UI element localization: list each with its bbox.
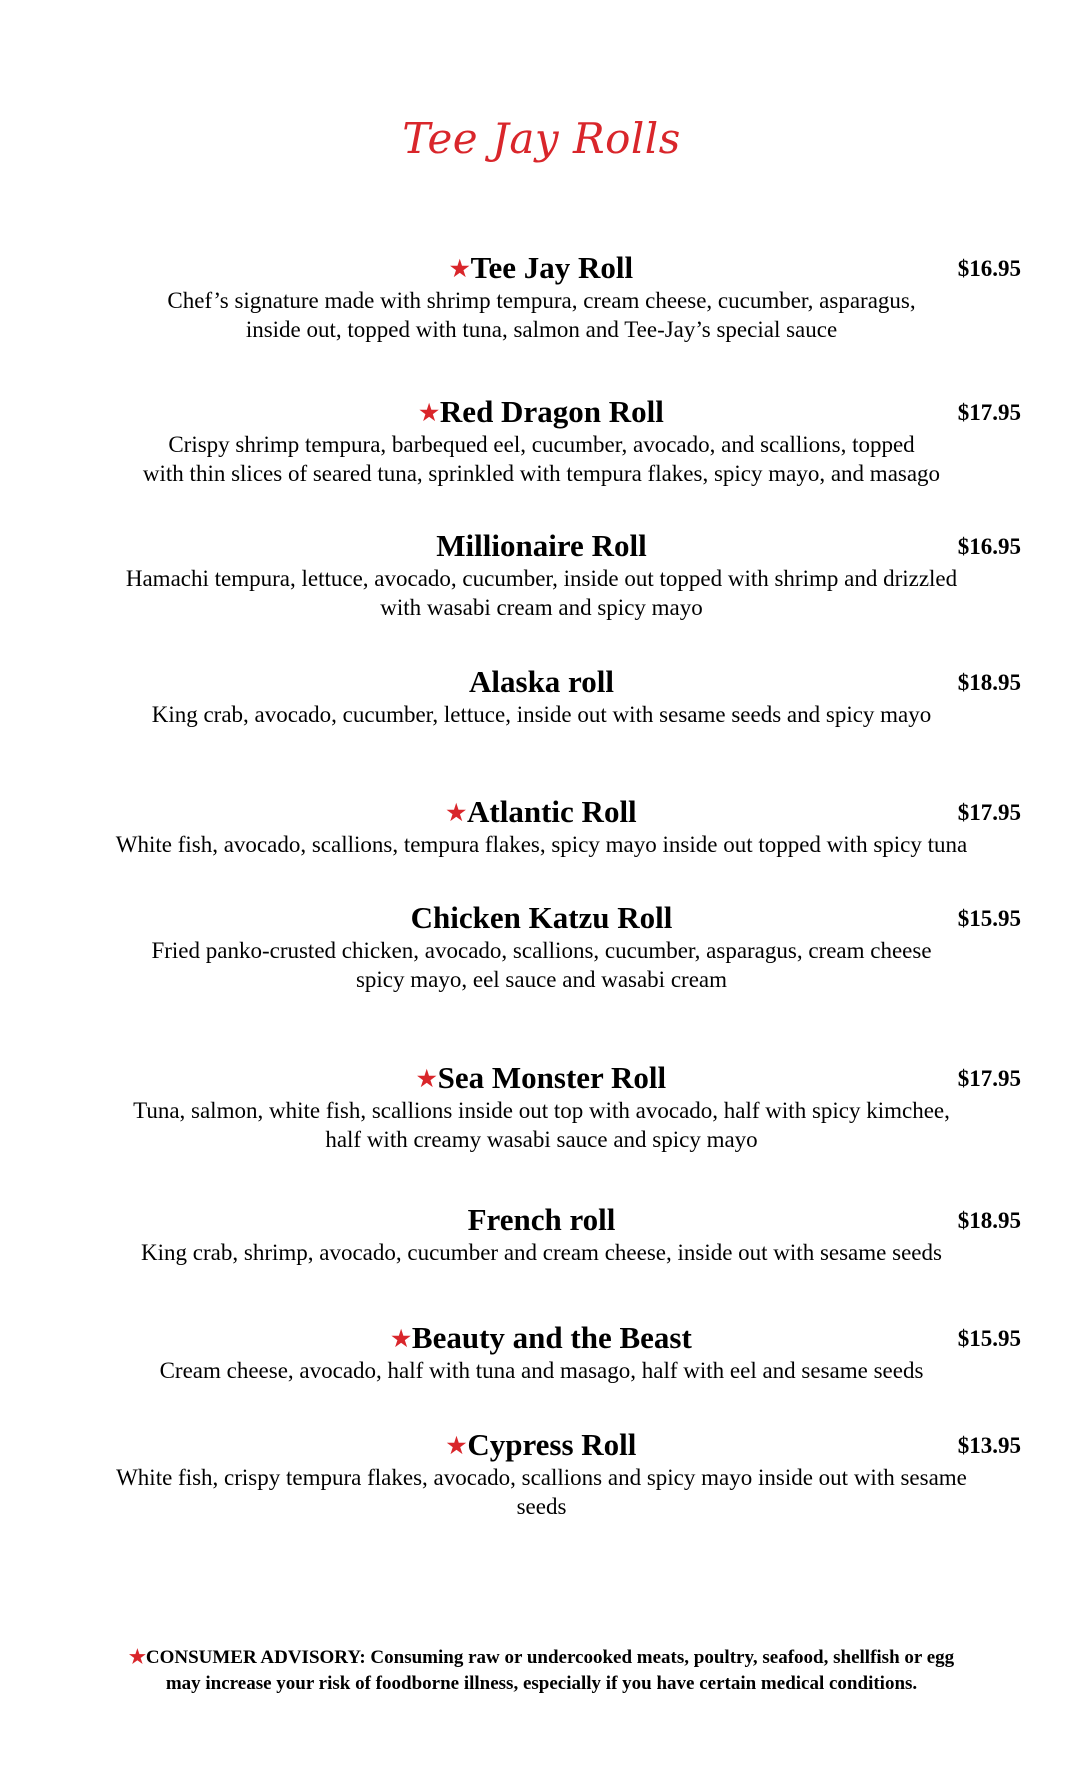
item-description-line: with wasabi cream and spicy mayo — [380, 595, 703, 620]
star-icon: ★ — [446, 800, 467, 825]
item-header — [0, 900, 1083, 936]
item-price: $13.95 — [957, 1433, 1021, 1458]
menu-item — [0, 394, 1083, 488]
item-description-line: with thin slices of seared tuna, sprinkled with tempura flakes, spicy mayo, and masago — [142, 461, 941, 486]
item-header — [0, 1427, 1083, 1463]
item-description-line: King crab, avocado, cucumber, lettuce, inside out with sesame seeds and spicy mayo — [151, 702, 932, 727]
star-icon: ★ — [391, 1326, 411, 1351]
star-icon: ★ — [446, 1433, 467, 1458]
item-description-line: Chef’s signature made with shrimp tempura, cream cheese, cucumber, asparagus, — [167, 288, 916, 313]
menu-item — [0, 528, 1083, 622]
item-header — [0, 664, 1083, 700]
item-header — [0, 250, 1083, 286]
item-header — [0, 1060, 1083, 1096]
star-icon: ★ — [449, 256, 470, 281]
menu-item — [0, 1202, 1083, 1267]
item-price: $16.95 — [957, 534, 1021, 559]
item-description-line: Fried panko-crusted chicken, avocado, scallions, cucumber, asparagus, cream cheese — [151, 938, 932, 963]
advisory-text-1: CONSUMER ADVISORY: Consuming raw or undercooked meats, poultry, seafood, shellfish or egg — [145, 1647, 955, 1668]
item-description-line: White fish, crispy tempura flakes, avocado, scallions and spicy mayo inside out with sesame — [116, 1465, 967, 1490]
item-price: $15.95 — [957, 1326, 1021, 1351]
item-name-text: Atlantic Roll — [467, 794, 637, 829]
item-name — [0, 1427, 1083, 1464]
item-name — [0, 1060, 1083, 1097]
item-price: $15.95 — [957, 906, 1021, 931]
item-name — [0, 794, 1083, 831]
item-name-text: Red Dragon Roll — [439, 394, 664, 429]
item-header — [0, 1320, 1083, 1356]
item-description-line: inside out, topped with tuna, salmon and Tee-Jay’s special sauce — [245, 317, 838, 342]
item-header — [0, 1202, 1083, 1238]
item-price: $17.95 — [957, 800, 1021, 825]
item-name — [0, 900, 1083, 936]
item-name-text: Beauty and the Beast — [411, 1320, 692, 1355]
star-icon: ★ — [128, 1647, 146, 1668]
item-price: $18.95 — [957, 670, 1021, 695]
item-name-text: Sea Monster Roll — [437, 1060, 667, 1095]
advisory-line-2: may increase your risk of foodborne illness, especially if you have certain medical conditions. — [165, 1673, 918, 1694]
star-icon: ★ — [419, 400, 439, 425]
item-description-line: Crispy shrimp tempura, barbequed eel, cucumber, avocado, and scallions, topped — [168, 432, 915, 457]
menu-item — [0, 250, 1083, 344]
item-name — [0, 1320, 1083, 1357]
item-price: $17.95 — [957, 400, 1021, 425]
item-name-text: Tee Jay Roll — [470, 250, 634, 285]
menu-item — [0, 900, 1083, 994]
item-name — [0, 528, 1083, 564]
item-description-line: Tuna, salmon, white fish, scallions inside out top with avocado, half with spicy kimchee, — [133, 1098, 950, 1123]
item-name — [0, 394, 1083, 431]
item-name-text: Millionaire Roll — [436, 528, 647, 563]
item-name — [0, 1202, 1083, 1238]
item-name-text: French roll — [467, 1202, 616, 1237]
item-name-text: Chicken Katzu Roll — [410, 900, 673, 935]
item-description-line: King crab, shrimp, avocado, cucumber and cream cheese, inside out with sesame seeds — [141, 1240, 942, 1265]
item-description-line: White fish, avocado, scallions, tempura flakes, spicy mayo inside out topped with spicy tuna — [115, 832, 968, 857]
item-description-line: half with creamy wasabi sauce and spicy mayo — [325, 1127, 758, 1152]
menu-item — [0, 1060, 1083, 1154]
consumer-advisory — [40, 1645, 1043, 1697]
item-name-text: Alaska roll — [469, 664, 614, 699]
item-header — [0, 528, 1083, 564]
star-icon: ★ — [416, 1066, 437, 1091]
item-price: $18.95 — [957, 1208, 1021, 1233]
item-description-line: Hamachi tempura, lettuce, avocado, cucumber, inside out topped with shrimp and drizzled — [125, 566, 958, 591]
item-header — [0, 394, 1083, 430]
item-description-line: Cream cheese, avocado, half with tuna and masago, half with eel and sesame seeds — [159, 1358, 924, 1383]
item-description-line: seeds — [516, 1494, 567, 1519]
item-header — [0, 794, 1083, 830]
item-price: $17.95 — [957, 1066, 1021, 1091]
item-name — [0, 250, 1083, 287]
menu-item — [0, 794, 1083, 859]
menu-item — [0, 1427, 1083, 1521]
advisory-line-1 — [40, 1645, 1043, 1671]
item-price: $16.95 — [957, 256, 1021, 281]
item-name-text: Cypress Roll — [467, 1427, 637, 1462]
menu-title: Tee Jay Rolls — [402, 114, 681, 163]
item-name — [0, 664, 1083, 700]
menu-item — [0, 664, 1083, 729]
item-description-line: spicy mayo, eel sauce and wasabi cream — [355, 967, 728, 992]
menu-item — [0, 1320, 1083, 1385]
